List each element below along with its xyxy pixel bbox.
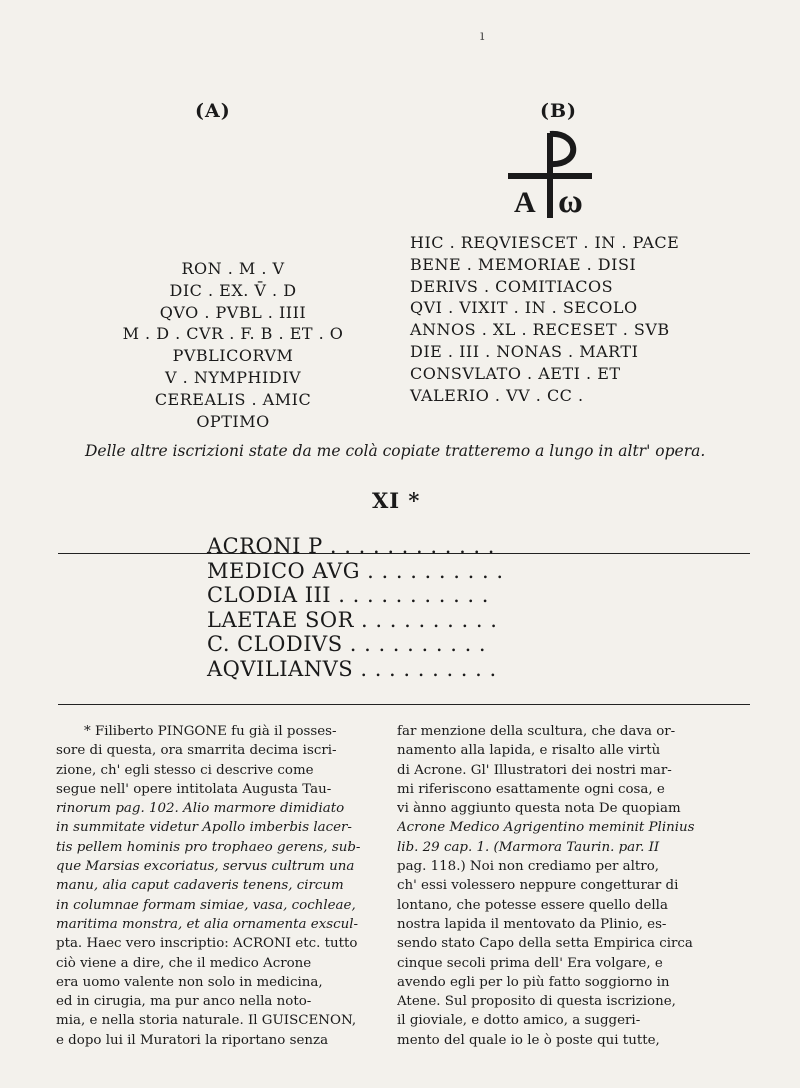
footnote-line: tis pellem hominis pro trophaeo gerens, sub- xyxy=(56,839,361,855)
footnote-line: mi riferiscono esattamente ogni cosa, e xyxy=(397,781,665,797)
inscription-b-line: DERIVS . COMITIACOS xyxy=(410,276,614,296)
footnote-line: cinque secoli prima dell' Era volgare, e xyxy=(397,955,663,971)
inscription-a-line: PVBLICORVM xyxy=(172,346,294,366)
footnote-line: in columnae formam simiae, vasa, cochleae, xyxy=(56,897,356,913)
footnote-line: in summitate videtur Apollo imberbis lacer- xyxy=(56,820,352,836)
footnote-line: Atene. Sul proposito di questa iscrizione, xyxy=(397,994,676,1010)
footnote-line: * Filiberto PINGONE fu già il posses- xyxy=(84,724,337,739)
column-heading-b: (B) xyxy=(540,100,578,122)
page-mark: ı xyxy=(480,28,485,44)
footnote-line: maritima monstra, et alia ornamenta exscul- xyxy=(56,916,359,932)
footnote-line: segue nell' opere intitolata Augusta Tau- xyxy=(56,781,332,797)
inscription-xi-line: CLODIA III . . . . . . . . . . . xyxy=(207,583,489,607)
footnote-line: vi ànno aggiunto questa nota De quopiam xyxy=(397,801,681,817)
divider-rule xyxy=(58,704,750,705)
footnote-right-column xyxy=(397,722,722,1050)
inscription-b xyxy=(410,232,679,406)
footnote-line: lontano, che potesse essere quello della xyxy=(397,897,668,913)
footnote-left-column xyxy=(56,722,390,1050)
footnote-line: pta. Haec vero inscriptio: ACRONI etc. tutto xyxy=(56,936,358,952)
inscription-xi-line: AQVILIANVS . . . . . . . . . . xyxy=(207,656,497,681)
footnote-line: ch' essi volessero neppure congetturar di xyxy=(397,878,679,894)
inscription-b-line: CONSVLATO . AETI . ET xyxy=(410,363,621,383)
footnote-line: rinorum pag. 102. Alio marmore dimidiato xyxy=(56,801,345,817)
footnote-line: mia, e nella storia naturale. Il GUISCENON, xyxy=(56,1013,357,1029)
alpha-letter: A xyxy=(514,186,536,219)
inscription-xi-line: MEDICO AVG . . . . . . . . . . xyxy=(207,558,504,583)
inscription-b-line: HIC . REQVIESCET . IN . PACE xyxy=(410,233,680,252)
footnote-line: lib. 29 cap. 1. (Marmora Taurin. par. II xyxy=(397,839,660,855)
footnote-line: Acrone Medico Agrigentino meminit Plinius xyxy=(397,820,695,836)
footnote-line: namento alla lapida, e risalto alle virtù xyxy=(397,743,661,759)
inscription-a-line: QVO . PVBL . IIII xyxy=(159,302,307,322)
inscription-xi xyxy=(207,534,504,681)
inscription-b-line: ANNOS . XL . RECESET . SVB xyxy=(410,320,670,340)
inscription-a-line: CEREALIS . AMIC xyxy=(154,389,312,409)
section-heading: XI * xyxy=(372,488,421,513)
inscription-b-line: DIE . III . NONAS . MARTI xyxy=(410,341,639,361)
column-heading-a: (A) xyxy=(195,100,231,122)
footnote-line: pag. 118.) Noi non crediamo per altro, xyxy=(397,859,660,875)
chi-rho-loop xyxy=(550,134,573,164)
footnote-line: zione, ch' egli stesso ci descrive come xyxy=(56,762,314,778)
inscription-a-line: OPTIMO xyxy=(196,411,270,431)
chi-rho-symbol xyxy=(500,128,600,223)
footnote-line: sore di questa, ora smarrita decima iscri- xyxy=(56,743,337,759)
footnote-line: sendo stato Capo della setta Empirica circa xyxy=(397,936,693,952)
inscription-xi-line: ACRONI P . . . . . . . . . . . . xyxy=(207,534,495,558)
inscription-xi-line: C. CLODIVS . . . . . . . . . . xyxy=(207,632,487,656)
footnote-line: ciò viene a dire, che il medico Acrone xyxy=(56,955,312,971)
footnote-line: mento del quale io le ò poste qui tutte, xyxy=(397,1032,660,1048)
bleed-through-decoration xyxy=(470,96,474,111)
footnote-line: avendo egli per lo più fatto soggiorno in xyxy=(397,974,670,990)
footnote-line: di Acrone. Gl' Illustratori dei nostri mar- xyxy=(397,762,672,778)
note-line: Delle altre iscrizioni state da me colà copiate tratteremo a lungo in altr' opera. xyxy=(85,442,706,460)
inscription-b-line: BENE . MEMORIAE . DISI xyxy=(410,254,637,274)
footnote-line: manu, alia caput cadaveris tenens, circum xyxy=(56,878,344,894)
inscription-a xyxy=(118,258,348,432)
inscription-b-line: QVI . VIXIT . IN . SECOLO xyxy=(410,298,638,318)
omega-letter: ω xyxy=(558,183,583,220)
footnote-line: nostra lapida il mentovato da Plinio, es- xyxy=(397,916,667,932)
footnote-line: que Marsias excoriatus, servus cultrum una xyxy=(56,859,355,875)
inscription-b-line: VALERIO . VV . CC . xyxy=(410,385,584,405)
inscription-xi-line: LAETAE SOR . . . . . . . . . . xyxy=(207,607,498,632)
footnote-line: il gioviale, e dotto amico, a suggeri- xyxy=(397,1013,641,1029)
footnote-line: ed in cirugia, ma pur anco nella noto- xyxy=(56,994,312,1010)
inscription-a-line: DIC . EX. V̄ . D xyxy=(169,280,297,300)
footnote-line: e dopo lui il Muratori la riportano senza xyxy=(56,1032,329,1048)
footnote-line: era uomo valente non solo in medicina, xyxy=(56,974,323,990)
inscription-a-line: M . D . CVR . F. B . ET . O xyxy=(122,324,344,344)
inscription-a-line: RON . M . V xyxy=(181,259,285,278)
footnote-line: far menzione della scultura, che dava or- xyxy=(397,724,676,739)
inscription-a-line: V . NYMPHIDIV xyxy=(165,367,301,387)
